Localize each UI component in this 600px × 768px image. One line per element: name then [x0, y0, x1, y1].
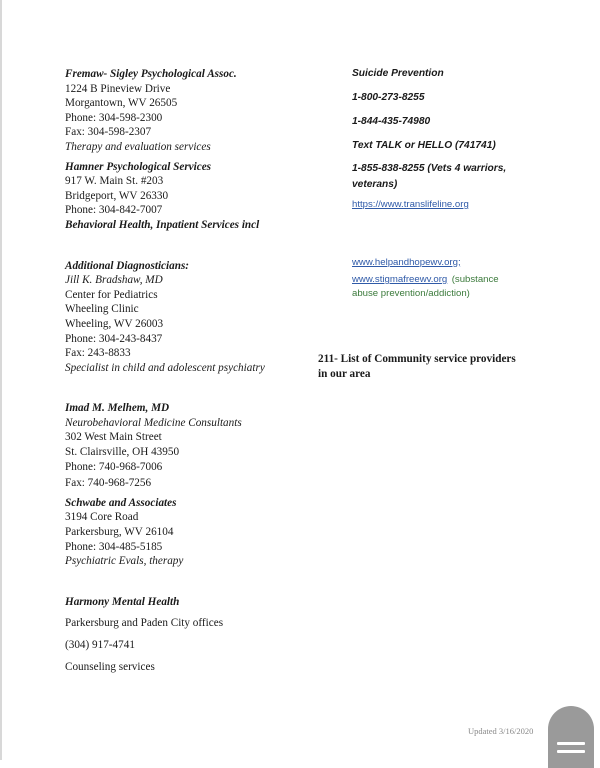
text-line: Text TALK or HELLO (741741)	[352, 140, 496, 151]
service-note: Behavioral Health, Inpatient Services incl	[65, 218, 260, 231]
phone-line: Phone: 304-842-7007	[65, 204, 163, 217]
city-line: Bridgeport, WV 26330	[65, 189, 169, 202]
org-line: Neurobehavioral Medicine Consultants	[65, 416, 242, 429]
service-note: Specialist in child and adolescent psychiatry	[65, 361, 265, 374]
service-note: Therapy and evaluation services	[65, 140, 211, 153]
menu-icon[interactable]	[548, 706, 594, 768]
address-line: 917 W. Main St. #203	[65, 175, 164, 188]
provider-name: Schwabe and Associates	[65, 496, 177, 509]
stigmafree-link[interactable]: www.stigmafreewv.org	[352, 274, 448, 285]
service-note: Counseling services	[65, 660, 155, 673]
list-211-line: in our area	[318, 367, 371, 380]
hotline-phone: 1-800-273-8255	[352, 92, 425, 103]
phone-line: Phone: 304-485-5185	[65, 540, 163, 553]
stigma-note: (substance	[451, 274, 499, 285]
phone-line: (304) 917-4741	[65, 639, 135, 651]
additional-diagnosticians	[65, 259, 315, 376]
vets-line: 1-855-838-8255 (Vets 4 warriors,	[352, 163, 507, 174]
provider-name: Hamner Psychological Services	[65, 160, 212, 173]
provider-harmony	[65, 595, 315, 674]
vets-line-cont: veterans)	[352, 179, 398, 190]
stigma-note-cont: abuse prevention/addiction)	[352, 288, 470, 299]
provider-name: Imad M. Melhem, MD	[65, 402, 170, 415]
provider-schwabe	[65, 496, 315, 569]
fax-line: Fax: 304-598-2307	[65, 126, 152, 139]
section-heading: Additional Diagnosticians:	[65, 259, 190, 272]
city-line: St. Clairsville, OH 43950	[65, 446, 180, 459]
suicide-prevention-heading: Suicide Prevention	[352, 68, 444, 79]
translifeline-link[interactable]: https://www.translifeline.org	[352, 199, 469, 210]
org-line: Wheeling Clinic	[65, 303, 139, 316]
doctor-name: Jill K. Bradshaw, MD	[65, 274, 163, 287]
org-line: Center for Pediatrics	[65, 288, 158, 301]
fax-line: Fax: 243-8833	[65, 347, 131, 360]
left-column	[65, 67, 315, 674]
fax-line: Fax: 740-968-7256	[65, 477, 152, 490]
page-edge	[0, 0, 2, 760]
list-211-line: 211- List of Community service providers	[318, 353, 516, 365]
list-211	[318, 352, 548, 381]
phone-line: Phone: 740-968-7006	[65, 460, 163, 473]
hotline-phone: 1-844-435-74980	[352, 116, 431, 127]
menu-bar	[557, 742, 585, 745]
phone-line: Phone: 304-598-2300	[65, 111, 163, 124]
updated-date: Updated 3/16/2020	[468, 726, 534, 736]
phone-line: Phone: 304-243-8437	[65, 332, 163, 345]
offices-line: Parkersburg and Paden City offices	[65, 617, 224, 630]
address-line: 1224 B Pineview Drive	[65, 82, 171, 95]
provider-fremaw	[65, 67, 315, 155]
provider-name: Harmony Mental Health	[65, 595, 180, 608]
provider-name: Fremaw- Sigley Psychological Assoc.	[65, 68, 237, 80]
address-line: 3194 Core Road	[65, 511, 139, 524]
helpandhope-link[interactable]: www.helpandhopewv.org;	[352, 256, 461, 268]
address-line: 302 West Main Street	[65, 431, 162, 444]
city-line: Wheeling, WV 26003	[65, 317, 164, 330]
right-column	[352, 67, 572, 301]
menu-bar	[557, 750, 585, 753]
city-line: Morgantown, WV 26505	[65, 97, 178, 110]
city-line: Parkersburg, WV 26104	[65, 526, 174, 539]
service-note: Psychiatric Evals, therapy	[65, 555, 184, 568]
provider-hamner	[65, 160, 315, 233]
provider-melhem	[65, 401, 315, 491]
